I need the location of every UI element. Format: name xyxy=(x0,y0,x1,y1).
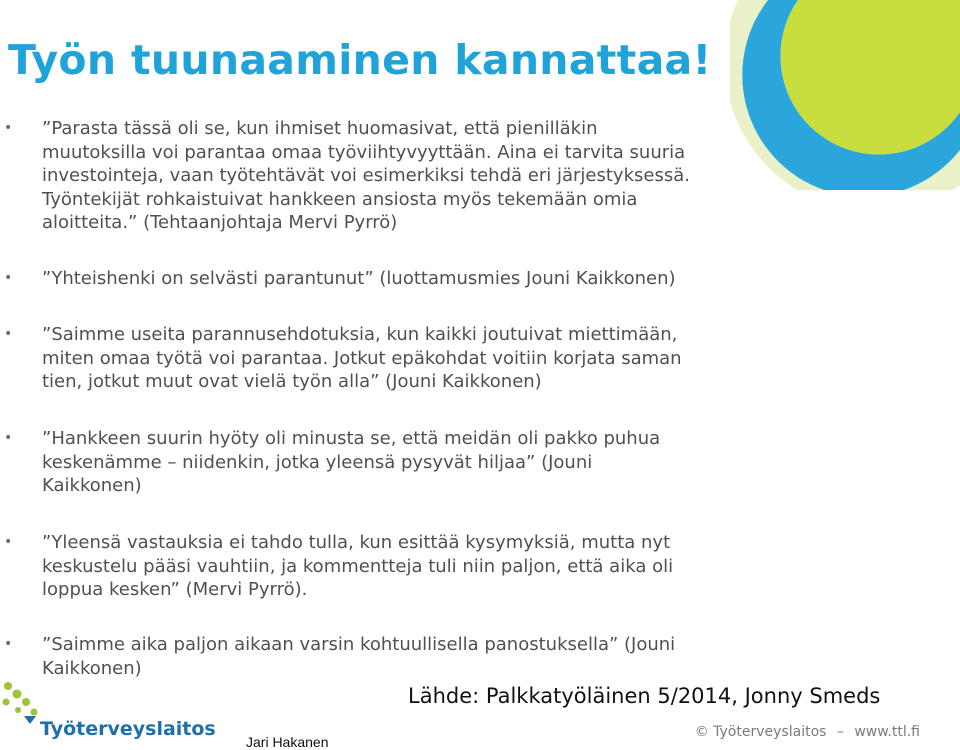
author-name: Jari Hakanen xyxy=(246,734,329,750)
slide-title: Työn tuunaaminen kannattaa! xyxy=(8,36,712,84)
footer-separator: – xyxy=(836,724,844,740)
bullet-dot: • xyxy=(4,326,13,342)
bullet-item: • ”Hankkeen suurin hyöty oli minusta se, että meidän oli pakko puhua keskenämme – niidenkin, jotka yleensä pysyvät hiljaa” (Jouni Kaikkonen) xyxy=(4,428,661,496)
bullet-item: • ”Yhteishenki on selvästi parantunut” (luottamusmies Jouni Kaikkonen) xyxy=(4,268,676,289)
bullet-dot: • xyxy=(4,270,13,286)
bullet-dot: • xyxy=(4,636,13,652)
footer-url: www.ttl.fi xyxy=(854,724,920,740)
logo-wordmark: Työterveyslaitos xyxy=(40,718,216,740)
footer-copyright: © Työterveyslaitos xyxy=(694,724,827,740)
bullet-dot: • xyxy=(4,120,13,136)
bullet-dot: • xyxy=(4,430,13,446)
footer xyxy=(689,724,920,740)
bullet-item: • ”Saimme useita parannusehdotuksia, kun kaikki joutuivat miettimään, miten omaa työtä voi parantaa. Jotkut epäkohdat voitiin korjata saman tien, jotkut muut ovat vielä työn alla” (Jouni Kaikkonen) xyxy=(4,324,682,392)
corner-decoration xyxy=(730,0,960,190)
bullet-item: • ”Saimme aika paljon aikaan varsin kohtuullisella panostuksella” (Jouni Kaikkonen) xyxy=(4,634,676,679)
bullet-item: • ”Yleensä vastauksia ei tahdo tulla, kun esittää kysymyksiä, mutta nyt keskustelu pääsi vauhtiin, ja kommentteja tuli niin paljon, että aika oli loppua kesken” (Mervi Pyrrö). xyxy=(4,532,674,600)
bullet-item: • ”Parasta tässä oli se, kun ihmiset huomasivat, että pienilläkin muutoksilla voi parantaa omaa työviihtyvyyttään. Aina ei tarvita suuria investointeja, vaan työtehtävät voi esimerkiksi tehdä eri järjestyksessä. Työntekijät rohkaistuivat hankkeen ansiosta myös tekemään omia aloitteita.” (Tehtaanjohtaja Mervi Pyrrö) xyxy=(4,118,690,233)
ttl-logo-icon xyxy=(0,680,40,740)
bullet-dot: • xyxy=(4,534,13,550)
source-citation: Lähde: Palkkatyöläinen 5/2014, Jonny Smeds xyxy=(408,684,881,708)
